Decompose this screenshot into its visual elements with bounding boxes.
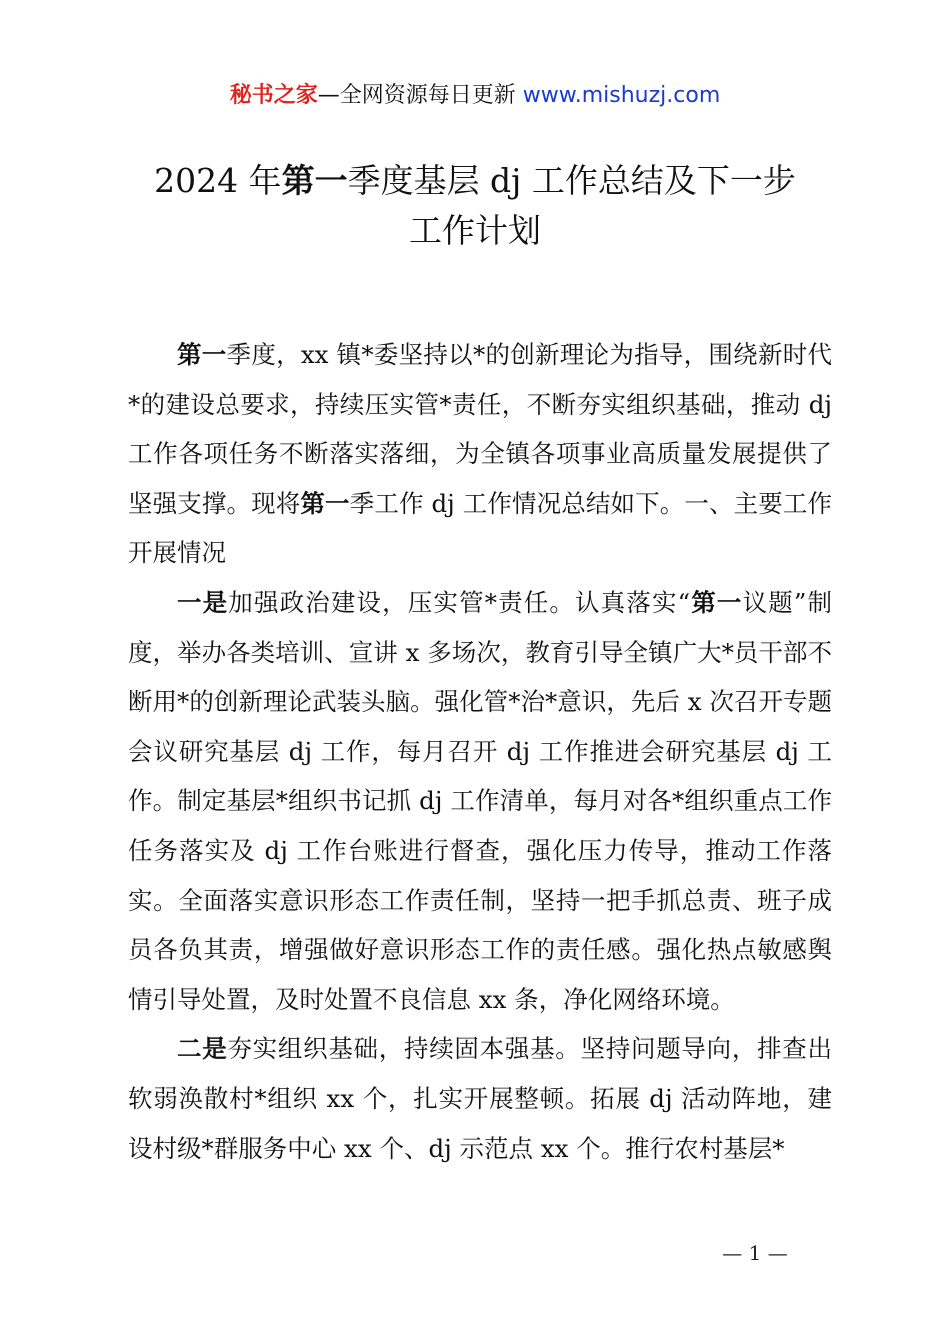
paragraph-intro-emphasis: 第一 xyxy=(300,488,350,518)
title-year: 2024 年 xyxy=(154,161,282,200)
site-brand: 秘书之家 xyxy=(229,83,318,108)
paragraph-first-point xyxy=(128,578,832,1024)
paragraph-first-point-lead: 一是 xyxy=(177,587,229,617)
site-tagline: —全网资源每日更新 xyxy=(317,83,523,108)
paragraph-second-point xyxy=(128,1024,832,1173)
site-url-link[interactable]: www.mishuzj.com xyxy=(522,83,721,108)
paragraph-intro-text: 季度，xx 镇*委坚持以*的创新理论为指导，围绕新时代*的建设总要求，持续压实管*责任，不断夯实组织基础，推动 dj 工作各项任务不断落实落细，为全镇各项事业高质量发展提供了坚强支撑。现将 xyxy=(128,340,833,518)
title-emphasis: 第一 xyxy=(281,161,348,200)
page-number: — 1 — xyxy=(722,1241,788,1265)
paragraph-intro-lead: 第一 xyxy=(177,340,227,369)
paragraph-intro xyxy=(128,330,832,578)
paragraph-second-point-text: 夯实组织基础，持续固本强基。坚持问题导向，排查出软弱涣散村*组织 xx 个，扎实开展整顿。拓展 dj 活动阵地，建设村级*群服务中心 xx 个、dj 示范点 xx 个。推行农村基层* xyxy=(128,1034,833,1163)
title-line2: 工作计划 xyxy=(409,211,541,250)
paragraph-intro-text-end: 季工作 dj 工作情况总结如下。一、主要工作开展情况 xyxy=(128,488,833,568)
paragraph-first-point-text: 加强政治建设，压实管*责任。认真落实“ xyxy=(228,587,691,617)
document-title xyxy=(60,156,890,256)
paragraph-first-point-text-end: 议题”制度，举办各类培训、宣讲 x 多场次，教育引导全镇广大*员干部不断用*的创新理论武装头脑。强化管*治*意识，先后 x 次召开专题会议研究基层 dj 工作，每月召开 dj 工作推进会研究基层 dj 工作。制定基层*组织书记抓 dj 工作清单，每月对各*组织重点工作任务落实及 dj 工作台账进行督查，强化压力传导，推动工作落实。全面落实意识形态工作责任制，坚持一把手抓总责、班子成员各负其责，增强做好意识形态工作的责任感。强化热点敏感舆情引导处置，及时处置不良信息 xx 条，净化网络环境。 xyxy=(128,587,833,1014)
title-rest: 季度基层 dj 工作总结及下一步 xyxy=(347,161,796,200)
site-header xyxy=(0,80,950,112)
paragraph-second-point-lead: 二是 xyxy=(177,1034,228,1064)
paragraph-first-point-emphasis: 第一 xyxy=(690,587,743,617)
document-body xyxy=(128,330,832,1173)
